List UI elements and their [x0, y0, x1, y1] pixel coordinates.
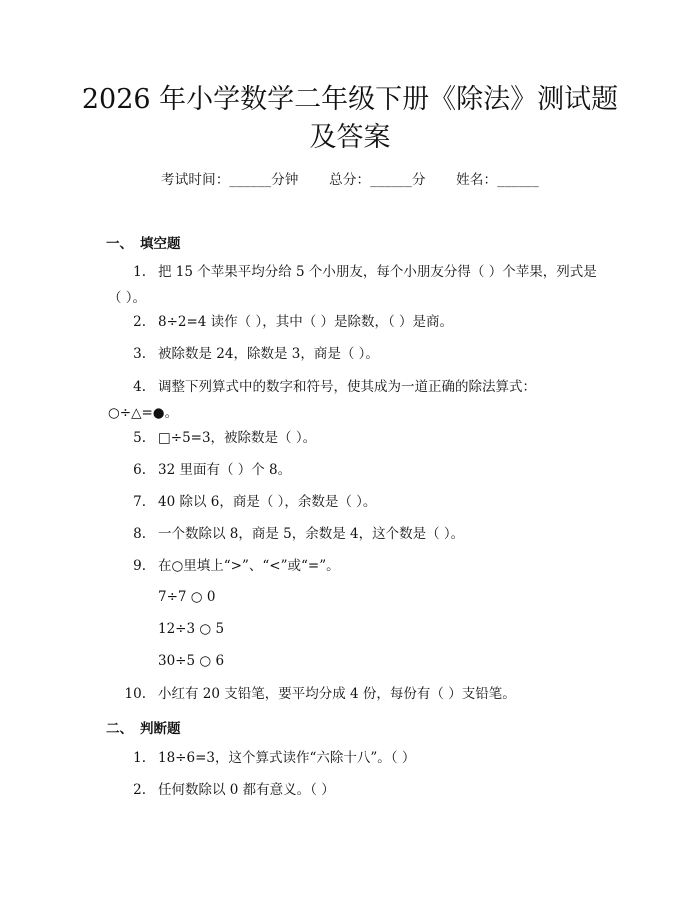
question-3 [108, 345, 379, 363]
exam-time: 考试时间：______分钟 [161, 172, 299, 188]
question-text: 调整下列算式中的数字和符号，使其成为一道正确的除法算式：○÷△=●。 [108, 379, 536, 421]
question-6 [108, 461, 291, 479]
question-number: 9. [133, 558, 146, 574]
student-name: 姓名：______ [456, 172, 539, 188]
section-number: 一、 [106, 236, 133, 252]
question-text: 40 除以 6，商是（ ），余数是（ ）。 [158, 494, 377, 510]
question-number: 10. [124, 686, 146, 702]
question-7 [108, 493, 376, 511]
exam-meta [0, 168, 700, 188]
question-text: 在○里填上“>”、“<”或“=”。 [158, 558, 340, 574]
question-text: 小红有 20 支铅笔，要平均分成 4 份，每份有（ ）支铅笔。 [158, 686, 516, 702]
judgment-1 [108, 749, 415, 767]
page-title-line-2: 及答案 [309, 122, 391, 153]
section-heading-true-false [106, 717, 181, 737]
section-number: 二、 [106, 721, 133, 737]
question-text: □÷5=3，被除数是（ ）。 [158, 430, 317, 446]
question-number: 5. [133, 430, 146, 446]
total-score: 总分：______分 [329, 172, 426, 188]
page-title-line-1: 2026 年小学数学二年级下册《除法》测试题 [81, 84, 619, 115]
question-number: 1. [133, 750, 146, 766]
question-number: 1. [133, 264, 146, 280]
section-title: 填空题 [140, 236, 181, 252]
question-8 [108, 525, 464, 543]
question-text: 被除数是 24，除数是 3，商是（ ）。 [158, 346, 379, 362]
question-9 [108, 557, 340, 575]
question-number: 6. [133, 462, 146, 478]
question-number: 4. [133, 379, 146, 395]
question-number: 2. [133, 782, 146, 798]
question-number: 2. [133, 314, 146, 330]
comparison-item: 30÷5 ○ 6 [158, 653, 225, 669]
question-4 [108, 374, 598, 426]
question-text: 18÷6=3，这个算式读作“六除十八”。（ ） [158, 750, 416, 766]
comparison-item: 7÷7 ○ 0 [158, 589, 216, 605]
question-number: 3. [133, 346, 146, 362]
question-text: 把 15 个苹果平均分给 5 个小朋友，每个小朋友分得（ ）个苹果，列式是（ ）。 [108, 264, 597, 306]
question-1 [108, 259, 598, 311]
question-number: 8. [133, 526, 146, 542]
section-title: 判断题 [140, 721, 181, 737]
question-text: 一个数除以 8，商是 5，余数是 4，这个数是（ ）。 [158, 526, 465, 542]
question-10 [108, 685, 516, 703]
question-2 [108, 313, 453, 331]
question-text: 32 里面有（ ）个 8。 [158, 462, 292, 478]
question-number: 7. [133, 494, 146, 510]
section-heading-fill-blank [106, 232, 181, 252]
question-text: 任何数除以 0 都有意义。（ ） [158, 782, 335, 798]
judgment-2 [108, 781, 335, 799]
comparison-item: 12÷3 ○ 5 [158, 621, 225, 637]
question-text: 8÷2=4 读作（ ），其中（ ）是除数，（ ）是商。 [158, 314, 454, 330]
question-5 [108, 429, 316, 447]
